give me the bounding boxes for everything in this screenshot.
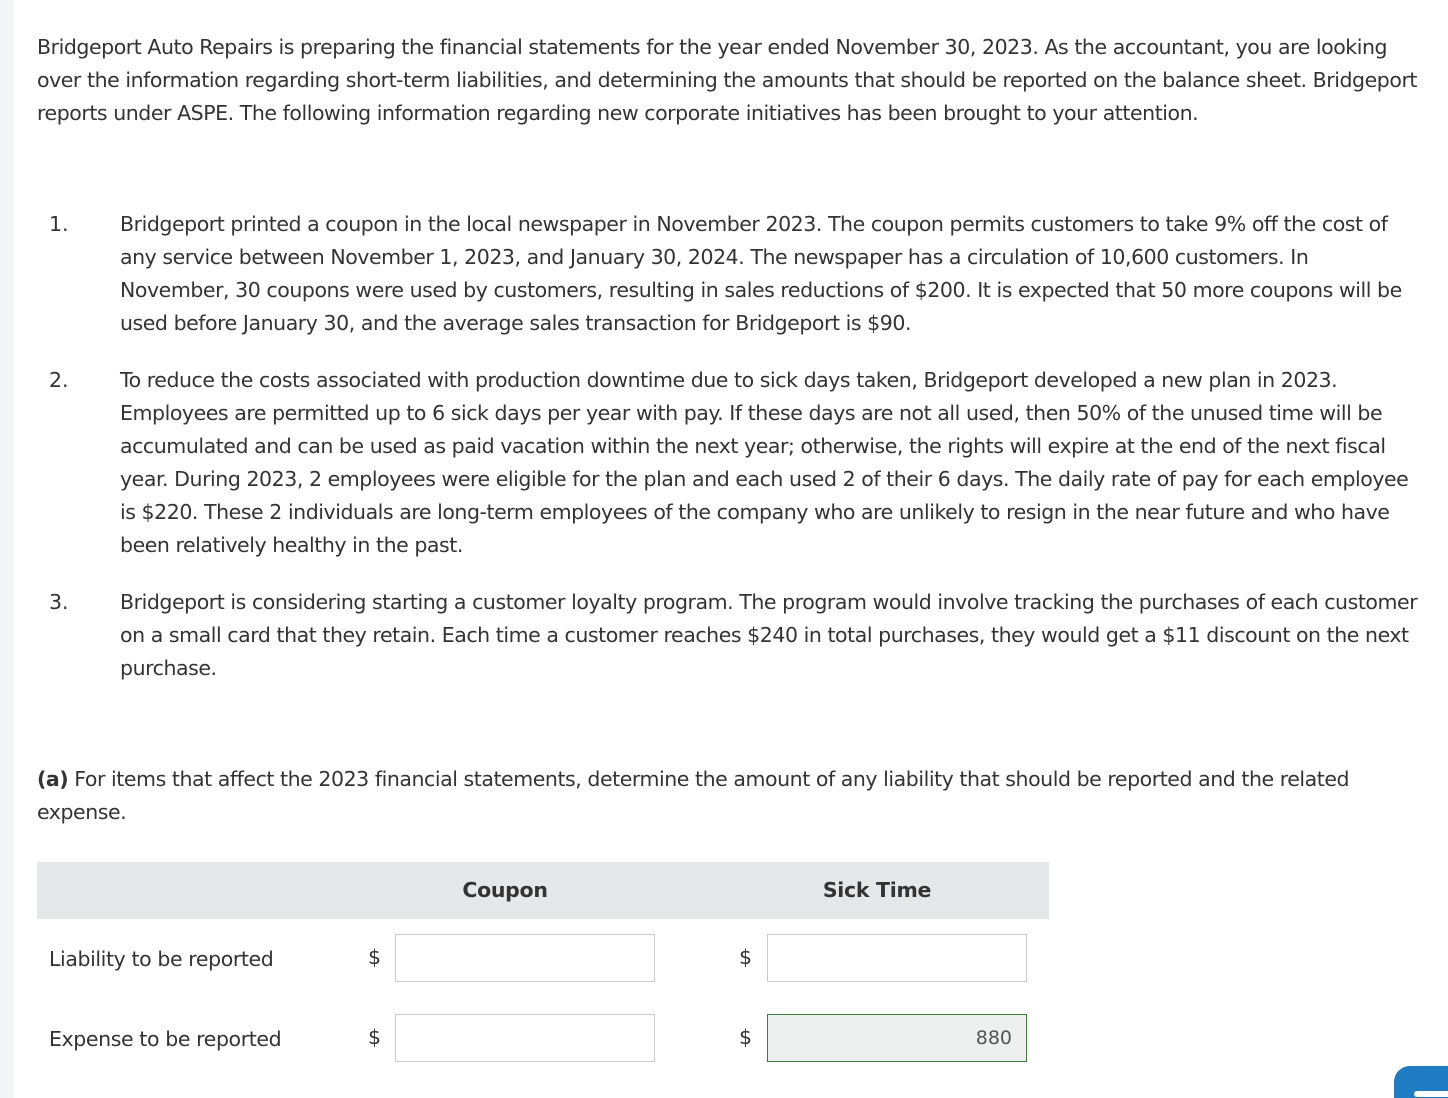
left-gutter: [0, 0, 14, 1098]
column-header-sick-time: Sick Time: [822, 878, 932, 902]
row-label-liability: Liability to be reported: [49, 947, 274, 971]
expense-coupon-input[interactable]: [395, 1014, 655, 1062]
liability-coupon-input[interactable]: [395, 934, 655, 982]
answer-table-header: [37, 862, 1049, 919]
column-header-coupon: Coupon: [462, 878, 548, 902]
row-label-expense: Expense to be reported: [49, 1027, 282, 1051]
expense-sick-time-input[interactable]: [767, 1014, 1027, 1062]
item-text: Bridgeport printed a coupon in the local newspaper in November 2023. The coupon permits customers to take 9% off the cost of any service between November 1, 2023, and January 30, 2024. The newspaper has a circulation of 10,600 customers. In November, 30 coupons were used by customers, resulting in sales reductions of $200. It is expected that 50 more coupons will be used before January 30, and the average sales transaction for Bridgeport is $90.: [120, 212, 1402, 335]
item-number: 3.: [49, 590, 69, 614]
intro-paragraph: Bridgeport Auto Repairs is preparing the financial statements for the year ended November 30, 2023. As the accountant, you are looking over the information regarding short-term liabilities, and determining the amounts that should be reported on the balance sheet. Bridgeport reports under ASPE. The following information regarding new corporate initiatives has been brought to your attention.: [37, 35, 1418, 125]
help-tab-bar-icon: [1414, 1091, 1448, 1097]
dollar-sign: $: [368, 1025, 382, 1049]
item-number: 1.: [49, 212, 69, 236]
dollar-sign: $: [739, 945, 753, 969]
item-number: 2.: [49, 368, 69, 392]
item-text: To reduce the costs associated with production downtime due to sick days taken, Bridgeport developed a new plan in 2023. Employees are permitted up to 6 sick days per year with pay. If these days are not all used, then 50% of the unused time will be accumulated and can be used as paid vacation within the next year; otherwise, the rights will expire at the end of the next fiscal year. During 2023, 2 employees were eligible for the plan and each used 2 of their 6 days. The daily rate of pay for each employee is $220. These 2 individuals are long-term employees of the company who are unlikely to resign in the near future and who have been relatively healthy in the past.: [120, 368, 1409, 557]
dollar-sign: $: [739, 1025, 753, 1049]
item-text: Bridgeport is considering starting a customer loyalty program. The program would involve tracking the purchases of each customer on a small card that they retain. Each time a customer reaches $240 in total purchases, they would get a $11 discount on the next purchase.: [120, 590, 1418, 680]
dollar-sign: $: [368, 945, 382, 969]
question-prompt: [37, 763, 1422, 829]
question-text: For items that affect the 2023 financial statements, determine the amount of any liability that should be reported and the related expense.: [37, 767, 1350, 824]
help-tab-button[interactable]: [1394, 1066, 1448, 1098]
liability-sick-time-input[interactable]: [767, 934, 1027, 982]
question-part-label: (a): [37, 767, 69, 791]
